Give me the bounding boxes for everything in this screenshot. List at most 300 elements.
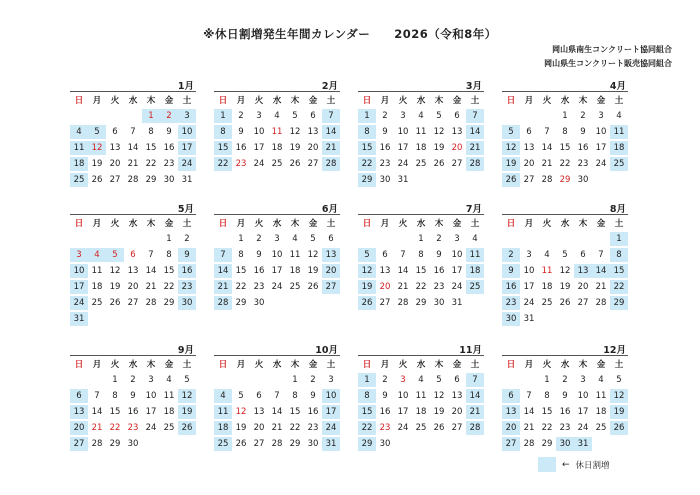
day-cell: 30	[577, 175, 589, 185]
day-cell: 11	[466, 248, 484, 262]
day-cell: 4	[544, 250, 550, 260]
day-cell: 8	[610, 248, 628, 262]
day-cell: 5	[562, 250, 568, 260]
day-cell: 18	[163, 407, 175, 417]
day-cell: 11	[595, 391, 607, 401]
day-cell: 9	[256, 250, 262, 260]
day-cell: 1	[358, 109, 376, 123]
day-cell: 9	[436, 250, 442, 260]
day-cell: 23	[559, 423, 571, 433]
day-cell: 4	[274, 111, 280, 121]
day-cell: 9	[580, 127, 586, 137]
day-cell: 17	[253, 143, 265, 153]
day-cell: 12	[289, 127, 301, 137]
weekday-header: 月	[236, 360, 246, 370]
day-cell: 15	[235, 266, 247, 276]
day-cell: 10	[70, 264, 88, 278]
day-cell: 12	[502, 141, 520, 155]
month-title: 10月	[214, 342, 340, 356]
day-cell: 31	[322, 437, 340, 451]
day-cell: 14	[145, 266, 157, 276]
day-cell: 3	[274, 234, 280, 244]
day-cell: 10	[178, 125, 196, 139]
weekday-header: 金	[308, 219, 318, 229]
day-cell: 30	[379, 439, 391, 449]
day-cell: 17	[397, 407, 409, 417]
day-cell: 15	[214, 141, 232, 155]
weekday-header: 水	[416, 360, 426, 370]
weekday-header: 土	[182, 219, 192, 229]
weekday-header: 木	[290, 219, 300, 229]
day-cell: 19	[433, 407, 445, 417]
day-cell: 5	[436, 111, 442, 121]
day-cell: 5	[106, 248, 124, 262]
day-cell: 27	[451, 423, 463, 433]
day-cell: 17	[322, 405, 340, 419]
month-grid	[502, 215, 628, 327]
day-cell: 21	[271, 423, 283, 433]
day-cell: 2	[382, 111, 388, 121]
day-cell: 16	[127, 407, 139, 417]
weekday-header: 金	[308, 96, 318, 106]
day-cell: 23	[307, 423, 319, 433]
weekday-header: 日	[506, 219, 516, 229]
weekday-header: 木	[290, 360, 300, 370]
day-cell: 24	[70, 296, 88, 310]
day-cell: 13	[379, 266, 391, 276]
weekday-header: 月	[236, 96, 246, 106]
weekday-header: 月	[380, 219, 390, 229]
weekday-header: 土	[182, 96, 192, 106]
day-cell: 28	[466, 421, 484, 435]
day-cell: 11	[91, 266, 103, 276]
day-cell: 1	[418, 234, 424, 244]
day-cell: 27	[322, 280, 340, 294]
month-grid	[502, 92, 628, 188]
day-cell: 7	[544, 127, 550, 137]
day-cell: 17	[595, 143, 607, 153]
weekday-header: 火	[254, 360, 264, 370]
day-cell: 12	[109, 266, 121, 276]
day-cell: 8	[292, 391, 298, 401]
day-cell: 22	[610, 280, 628, 294]
day-cell: 24	[145, 423, 157, 433]
day-cell: 22	[214, 157, 232, 171]
day-cell: 14	[322, 125, 340, 139]
month-calendar	[214, 342, 340, 452]
day-cell: 4	[292, 234, 298, 244]
weekday-header: 水	[128, 360, 138, 370]
weekday-header: 火	[542, 219, 552, 229]
day-cell: 25	[163, 423, 175, 433]
weekday-header: 火	[254, 219, 264, 229]
legend	[538, 457, 610, 472]
weekday-header: 月	[92, 360, 102, 370]
day-cell: 10	[322, 389, 340, 403]
day-cell: 8	[358, 389, 376, 403]
day-cell: 17	[577, 407, 589, 417]
day-cell: 5	[292, 111, 298, 121]
weekday-header: 木	[434, 219, 444, 229]
day-cell: 26	[109, 298, 121, 308]
day-cell: 30	[433, 298, 445, 308]
day-cell: 16	[433, 266, 445, 276]
weekday-header: 金	[308, 360, 318, 370]
day-cell: 12	[88, 141, 106, 155]
weekday-header: 水	[560, 219, 570, 229]
month-calendar	[214, 201, 340, 311]
day-cell: 20	[577, 282, 589, 292]
day-cell: 21	[322, 141, 340, 155]
day-cell: 2	[184, 234, 190, 244]
day-cell: 9	[382, 391, 388, 401]
day-cell: 11	[610, 125, 628, 139]
day-cell: 24	[271, 282, 283, 292]
day-cell: 31	[574, 437, 592, 451]
day-cell: 10	[271, 250, 283, 260]
day-cell: 23	[127, 423, 139, 433]
weekday-header: 木	[578, 96, 588, 106]
day-cell: 6	[382, 250, 388, 260]
day-cell: 5	[238, 391, 244, 401]
weekday-header: 木	[434, 360, 444, 370]
day-cell: 21	[127, 159, 139, 169]
day-cell: 25	[415, 423, 427, 433]
day-cell: 3	[328, 375, 334, 385]
weekday-header: 木	[434, 96, 444, 106]
month-calendar	[214, 78, 340, 172]
legend-arrow: ←	[562, 459, 570, 470]
day-cell: 5	[436, 375, 442, 385]
day-cell: 4	[598, 375, 604, 385]
empty-cell	[70, 372, 88, 388]
day-cell: 16	[379, 143, 391, 153]
day-cell: 26	[91, 175, 103, 185]
day-cell: 18	[595, 407, 607, 417]
day-cell: 29	[541, 439, 553, 449]
day-cell: 3	[70, 248, 88, 262]
day-cell: 10	[577, 391, 589, 401]
day-cell: 20	[322, 264, 340, 278]
weekday-header: 火	[398, 219, 408, 229]
month-calendar	[70, 342, 196, 452]
day-cell: 7	[466, 373, 484, 387]
empty-cell	[124, 108, 142, 124]
day-cell: 31	[451, 298, 463, 308]
day-cell: 19	[178, 405, 196, 419]
day-cell: 12	[433, 127, 445, 137]
day-cell: 6	[580, 250, 586, 260]
day-cell: 15	[109, 407, 121, 417]
weekday-header: 土	[470, 219, 480, 229]
weekday-header: 金	[164, 96, 174, 106]
day-cell: 3	[454, 234, 460, 244]
day-cell: 13	[127, 266, 139, 276]
day-cell: 20	[253, 423, 265, 433]
weekday-header: 火	[398, 96, 408, 106]
day-cell: 13	[523, 143, 535, 153]
empty-cell	[124, 231, 142, 247]
day-cell: 8	[166, 250, 172, 260]
month-grid	[214, 215, 340, 311]
empty-cell	[70, 108, 88, 124]
day-cell: 9	[502, 264, 520, 278]
day-cell: 18	[214, 421, 232, 435]
weekday-header: 金	[596, 219, 606, 229]
month-grid	[70, 215, 196, 327]
day-cell: 5	[310, 234, 316, 244]
day-cell: 15	[610, 264, 628, 278]
day-cell: 11	[271, 127, 283, 137]
weekday-header: 火	[542, 96, 552, 106]
month-title: 12月	[502, 342, 628, 356]
weekday-header: 日	[362, 96, 372, 106]
day-cell: 25	[541, 298, 553, 308]
day-cell: 16	[163, 143, 175, 153]
day-cell: 8	[238, 250, 244, 260]
day-cell: 25	[610, 157, 628, 171]
day-cell: 29	[610, 296, 628, 310]
day-cell: 19	[502, 157, 520, 171]
day-cell: 2	[160, 109, 178, 123]
day-cell: 14	[466, 389, 484, 403]
day-cell: 23	[379, 159, 391, 169]
day-cell: 18	[466, 264, 484, 278]
day-cell: 7	[400, 250, 406, 260]
weekday-header: 日	[506, 360, 516, 370]
day-cell: 4	[418, 375, 424, 385]
day-cell: 25	[595, 423, 607, 433]
day-cell: 17	[451, 266, 463, 276]
day-cell: 26	[502, 173, 520, 187]
day-cell: 27	[577, 298, 589, 308]
empty-cell	[70, 231, 88, 247]
day-cell: 8	[418, 250, 424, 260]
day-cell: 31	[181, 175, 193, 185]
day-cell: 4	[70, 125, 88, 139]
day-cell: 7	[598, 250, 604, 260]
day-cell: 28	[397, 298, 409, 308]
weekday-header: 水	[272, 96, 282, 106]
day-cell: 29	[559, 175, 571, 185]
day-cell: 21	[214, 280, 232, 294]
empty-cell	[142, 231, 160, 247]
day-cell: 4	[166, 375, 172, 385]
empty-cell	[214, 372, 232, 388]
day-cell: 6	[454, 111, 460, 121]
day-cell: 4	[214, 389, 232, 403]
day-cell: 25	[271, 159, 283, 169]
day-cell: 10	[451, 250, 463, 260]
month-calendar	[358, 78, 484, 188]
empty-cell	[538, 108, 556, 124]
day-cell: 1	[142, 109, 160, 123]
day-cell: 14	[271, 407, 283, 417]
day-cell: 7	[130, 127, 136, 137]
day-cell: 20	[502, 421, 520, 435]
day-cell: 1	[166, 234, 172, 244]
weekday-header: 金	[452, 96, 462, 106]
weekday-header: 土	[470, 360, 480, 370]
day-cell: 13	[451, 391, 463, 401]
day-cell: 29	[415, 298, 427, 308]
month-grid	[358, 92, 484, 188]
day-cell: 25	[91, 298, 103, 308]
empty-cell	[592, 231, 610, 247]
month-title: 2月	[214, 78, 340, 92]
weekday-header: 火	[110, 219, 120, 229]
day-cell: 9	[562, 391, 568, 401]
day-cell: 30	[127, 439, 139, 449]
day-cell: 21	[523, 423, 535, 433]
day-cell: 28	[541, 175, 553, 185]
day-cell: 26	[433, 423, 445, 433]
day-cell: 11	[541, 266, 553, 276]
day-cell: 1	[112, 375, 118, 385]
day-cell: 7	[214, 248, 232, 262]
day-cell: 9	[130, 391, 136, 401]
empty-cell	[268, 372, 286, 388]
day-cell: 16	[577, 143, 589, 153]
day-cell: 30	[379, 175, 391, 185]
day-cell: 19	[559, 282, 571, 292]
day-cell: 13	[451, 127, 463, 137]
day-cell: 27	[127, 298, 139, 308]
day-cell: 6	[310, 111, 316, 121]
day-cell: 2	[502, 248, 520, 262]
day-cell: 14	[214, 264, 232, 278]
weekday-header: 金	[164, 219, 174, 229]
day-cell: 23	[253, 282, 265, 292]
day-cell: 29	[145, 175, 157, 185]
day-cell: 24	[322, 421, 340, 435]
day-cell: 28	[523, 439, 535, 449]
day-cell: 13	[307, 127, 319, 137]
day-cell: 13	[502, 405, 520, 419]
empty-cell	[106, 108, 124, 124]
day-cell: 1	[238, 234, 244, 244]
weekday-header: 月	[92, 96, 102, 106]
empty-cell	[520, 231, 538, 247]
weekday-header: 水	[272, 219, 282, 229]
day-cell: 26	[433, 159, 445, 169]
day-cell: 26	[235, 439, 247, 449]
month-title: 6月	[214, 201, 340, 215]
weekday-header: 日	[218, 360, 228, 370]
day-cell: 16	[253, 266, 265, 276]
day-cell: 7	[148, 250, 154, 260]
day-cell: 27	[451, 159, 463, 169]
day-cell: 3	[580, 375, 586, 385]
empty-cell	[538, 231, 556, 247]
weekday-header: 水	[128, 219, 138, 229]
day-cell: 7	[94, 391, 100, 401]
day-cell: 21	[397, 282, 409, 292]
day-cell: 4	[616, 111, 622, 121]
day-cell: 19	[433, 143, 445, 153]
empty-cell	[214, 231, 232, 247]
day-cell: 20	[307, 143, 319, 153]
empty-cell	[106, 231, 124, 247]
weekday-header: 金	[596, 360, 606, 370]
month-grid	[214, 356, 340, 452]
page-title: ※休日割増発生年間カレンダー 2026（令和8年）	[203, 27, 497, 41]
empty-cell	[394, 231, 412, 247]
day-cell: 21	[541, 159, 553, 169]
day-cell: 23	[163, 159, 175, 169]
day-cell: 8	[358, 125, 376, 139]
day-cell: 2	[256, 234, 262, 244]
day-cell: 16	[235, 143, 247, 153]
day-cell: 31	[70, 312, 88, 326]
month-grid	[70, 92, 196, 188]
day-cell: 6	[256, 391, 262, 401]
weekday-header: 月	[524, 219, 534, 229]
day-cell: 23	[577, 159, 589, 169]
weekday-header: 日	[218, 96, 228, 106]
day-cell: 23	[379, 423, 391, 433]
day-cell: 18	[70, 157, 88, 171]
day-cell: 9	[178, 248, 196, 262]
day-cell: 20	[127, 282, 139, 292]
day-cell: 30	[253, 298, 265, 308]
day-cell: 18	[289, 266, 301, 276]
weekday-header: 土	[326, 96, 336, 106]
day-cell: 31	[397, 175, 409, 185]
day-cell: 19	[235, 423, 247, 433]
day-cell: 27	[109, 175, 121, 185]
day-cell: 11	[163, 391, 175, 401]
day-cell: 25	[289, 282, 301, 292]
weekday-header: 土	[614, 360, 624, 370]
day-cell: 1	[292, 375, 298, 385]
weekday-header: 火	[110, 360, 120, 370]
day-cell: 22	[415, 282, 427, 292]
empty-cell	[556, 231, 574, 247]
day-cell: 3	[400, 111, 406, 121]
day-cell: 10	[523, 266, 535, 276]
day-cell: 16	[379, 407, 391, 417]
day-cell: 17	[178, 141, 196, 155]
day-cell: 15	[163, 266, 175, 276]
day-cell: 20	[379, 282, 391, 292]
day-cell: 14	[91, 407, 103, 417]
day-cell: 12	[433, 391, 445, 401]
weekday-header: 木	[578, 360, 588, 370]
day-cell: 26	[307, 282, 319, 292]
day-cell: 29	[163, 298, 175, 308]
day-cell: 25	[214, 437, 232, 451]
day-cell: 11	[289, 250, 301, 260]
day-cell: 21	[91, 423, 103, 433]
day-cell: 19	[289, 143, 301, 153]
day-cell: 30	[307, 439, 319, 449]
day-cell: 26	[559, 298, 571, 308]
day-cell: 28	[271, 439, 283, 449]
day-cell: 11	[214, 405, 232, 419]
day-cell: 6	[130, 250, 136, 260]
day-cell: 3	[598, 111, 604, 121]
day-cell: 11	[415, 127, 427, 137]
weekday-header: 土	[326, 360, 336, 370]
empty-cell	[520, 372, 538, 388]
day-cell: 21	[466, 405, 484, 419]
day-cell: 8	[544, 391, 550, 401]
day-cell: 26	[358, 296, 376, 310]
day-cell: 15	[559, 143, 571, 153]
month-calendar	[502, 78, 628, 188]
organization-name-2: 岡山県生コンクリート販売協同組合	[544, 59, 672, 68]
